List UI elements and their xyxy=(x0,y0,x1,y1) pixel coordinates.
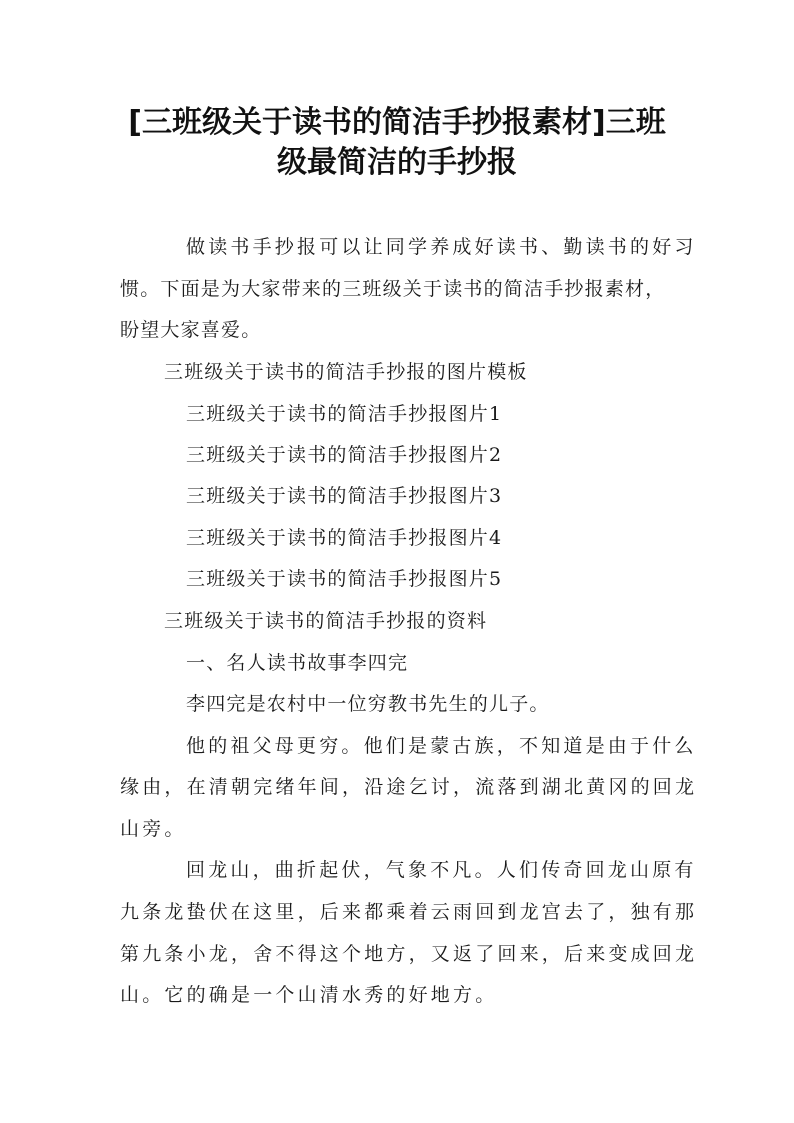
intro-line-2: 惯。下面是为大家带来的三班级关于读书的简洁手抄报素材， xyxy=(120,278,666,300)
image-caption-5: 三班级关于读书的简洁手抄报图片5 xyxy=(186,568,503,590)
story-paragraph-3-line-1: 回龙山，曲折起伏，气象不凡。人们传奇回龙山原有 xyxy=(186,859,697,881)
section-heading-templates: 三班级关于读书的简洁手抄报的图片模板 xyxy=(164,361,528,383)
story-paragraph-2-line-2: 缘由，在清朝完绪年间，沿途乞讨，流落到湖北黄冈的回龙 xyxy=(120,776,698,798)
image-caption-1: 三班级关于读书的简洁手抄报图片1 xyxy=(186,403,503,425)
story-paragraph-1: 李四完是农村中一位穷教书先生的儿子。 xyxy=(186,693,550,715)
image-caption-2: 三班级关于读书的简洁手抄报图片2 xyxy=(186,444,503,466)
story-paragraph-2-line-1: 他的祖父母更穷。他们是蒙古族，不知道是由于什么 xyxy=(186,735,697,757)
story-heading: 一、名人读书故事李四完 xyxy=(186,652,409,674)
document-title-line-2: 级最简洁的手抄报 xyxy=(277,145,517,180)
section-heading-materials: 三班级关于读书的简洁手抄报的资料 xyxy=(164,610,488,632)
document-title-line-1: [三班级关于读书的简洁手抄报素材]三班 xyxy=(128,105,666,140)
intro-line-3: 盼望大家喜爱。 xyxy=(120,319,262,341)
image-caption-4: 三班级关于读书的简洁手抄报图片4 xyxy=(186,527,503,549)
story-paragraph-3-line-2: 九条龙蛰伏在这里，后来都乘着云雨回到龙宫去了，独有那 xyxy=(120,901,698,923)
story-paragraph-2-line-3: 山旁。 xyxy=(120,818,187,840)
image-caption-3: 三班级关于读书的简洁手抄报图片3 xyxy=(186,485,503,507)
intro-line-1: 做读书手抄报可以让同学养成好读书、勤读书的好习 xyxy=(186,236,697,258)
story-paragraph-3-line-4: 山。它的确是一个山清水秀的好地方。 xyxy=(120,984,498,1006)
story-paragraph-3-line-3: 第九条小龙，舍不得这个地方，又返了回来，后来变成回龙 xyxy=(120,943,698,965)
